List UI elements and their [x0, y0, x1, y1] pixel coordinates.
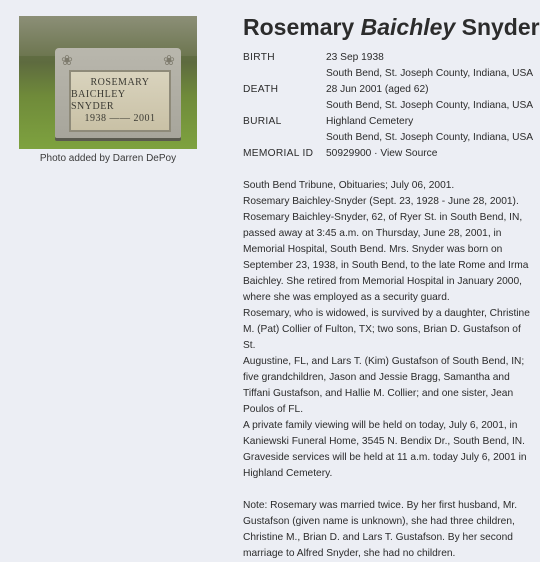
- fact-label: BURIAL: [243, 116, 282, 127]
- note-line: Christine M., Brian D. and Lars T. Gustafson. By her second: [243, 532, 513, 543]
- bio-line: Rosemary Baichley-Snyder (Sept. 23, 1928 - June 28, 2001).: [243, 196, 519, 207]
- last-name: Snyder: [461, 14, 540, 40]
- memorial-title: [243, 14, 540, 41]
- fact-row: [243, 114, 533, 130]
- fact-value: South Bend, St. Joseph County, Indiana, USA: [326, 68, 534, 79]
- memorial-facts: [243, 50, 533, 162]
- flower-carving-left-icon: ❀: [61, 52, 73, 68]
- plate-name-2: BAICHLEY SNYDER: [71, 89, 126, 112]
- fact-row: [243, 66, 533, 82]
- fact-label: [243, 66, 326, 82]
- fact-label: [243, 98, 326, 114]
- fact-label: MEMORIAL ID: [243, 148, 314, 159]
- maiden-name: Baichley: [360, 14, 456, 40]
- bio-line: Memorial Hospital, South Bend. Mrs. Snyder was born on: [243, 244, 503, 255]
- plate-name: ROSEMARY: [90, 77, 150, 88]
- note-line: marriage to Alfred Snyder, she had no children.: [243, 548, 456, 559]
- bio-line: Graveside services will be held at 11 a.m. today July 6, 2001 in: [243, 452, 527, 463]
- fact-row: [243, 82, 533, 98]
- note-line: Note: Rosemary was married twice. By her first husband, Mr.: [243, 500, 518, 511]
- bio-line: five grandchildren, Jason and Jessie Bragg, Samantha and: [243, 372, 510, 383]
- bio-line: Baichley. She retired from Memorial Hospital in January 2000,: [243, 276, 522, 287]
- flower-carving-right-icon: ❀: [163, 52, 175, 68]
- bio-line: Rosemary, who is widowed, is survived by a daughter, Christine: [243, 308, 530, 319]
- fact-value: 23 Sep 1938: [326, 52, 384, 63]
- memorial-id-value[interactable]: 50929900 · View Source: [326, 148, 438, 159]
- fact-value[interactable]: Highland Cemetery: [326, 116, 414, 127]
- fact-row: [243, 98, 533, 114]
- bio-line: passed away at 3:45 a.m. on Thursday, June 28, 2001, in: [243, 228, 502, 239]
- fact-label: DEATH: [243, 84, 279, 95]
- headstone-plate: [69, 70, 171, 132]
- bio-line: September 23, 1938, in South Bend, to the late Rome and Irma: [243, 260, 529, 271]
- fact-value: 28 Jun 2001 (aged 62): [326, 84, 429, 95]
- bio-line: where she was employed as a security guard.: [243, 292, 450, 303]
- bio-line: Highland Cemetery.: [243, 468, 333, 479]
- bio-line: Rosemary Baichley-Snyder, 62, of Ryer St. in South Bend, IN,: [243, 212, 523, 223]
- plate-years: 1938 —— 2001: [84, 113, 156, 124]
- bio-line: Augustine, FL, and Lars T. (Kim) Gustafson of South Bend, IN;: [243, 356, 525, 367]
- photo-caption: Photo added by Darren DePoy: [39, 153, 177, 164]
- bio-line: M. (Pat) Collier of Fulton, TX; two sons, Brian D. Gustafson of St.: [243, 324, 521, 351]
- biography: [243, 178, 533, 562]
- first-name: Rosemary: [243, 14, 355, 40]
- fact-value: South Bend, St. Joseph County, Indiana, USA: [326, 100, 534, 111]
- headstone-photo[interactable]: [19, 16, 197, 149]
- fact-value: South Bend, St. Joseph County, Indiana, USA: [326, 132, 534, 143]
- bio-line: South Bend Tribune, Obituaries; July 06, 2001.: [243, 180, 455, 191]
- bio-line: Poulos of FL.: [243, 404, 304, 415]
- bio-line: Kaniewski Funeral Home, 3545 N. Bendix Dr., South Bend, IN.: [243, 436, 525, 447]
- fact-row: [243, 130, 533, 146]
- fact-label: BIRTH: [243, 52, 275, 63]
- fact-row: [243, 50, 533, 66]
- fact-label: [243, 130, 326, 146]
- note-line: Gustafson (given name is unknown), she had three children,: [243, 516, 515, 527]
- headstone: [55, 48, 181, 138]
- bio-line: A private family viewing will be held on today, July 6, 2001, in: [243, 420, 518, 431]
- fact-row: [243, 146, 533, 162]
- bio-line: Tiffani Gustafson, and Hallie M. Collier; and one sister, Jean: [243, 388, 514, 399]
